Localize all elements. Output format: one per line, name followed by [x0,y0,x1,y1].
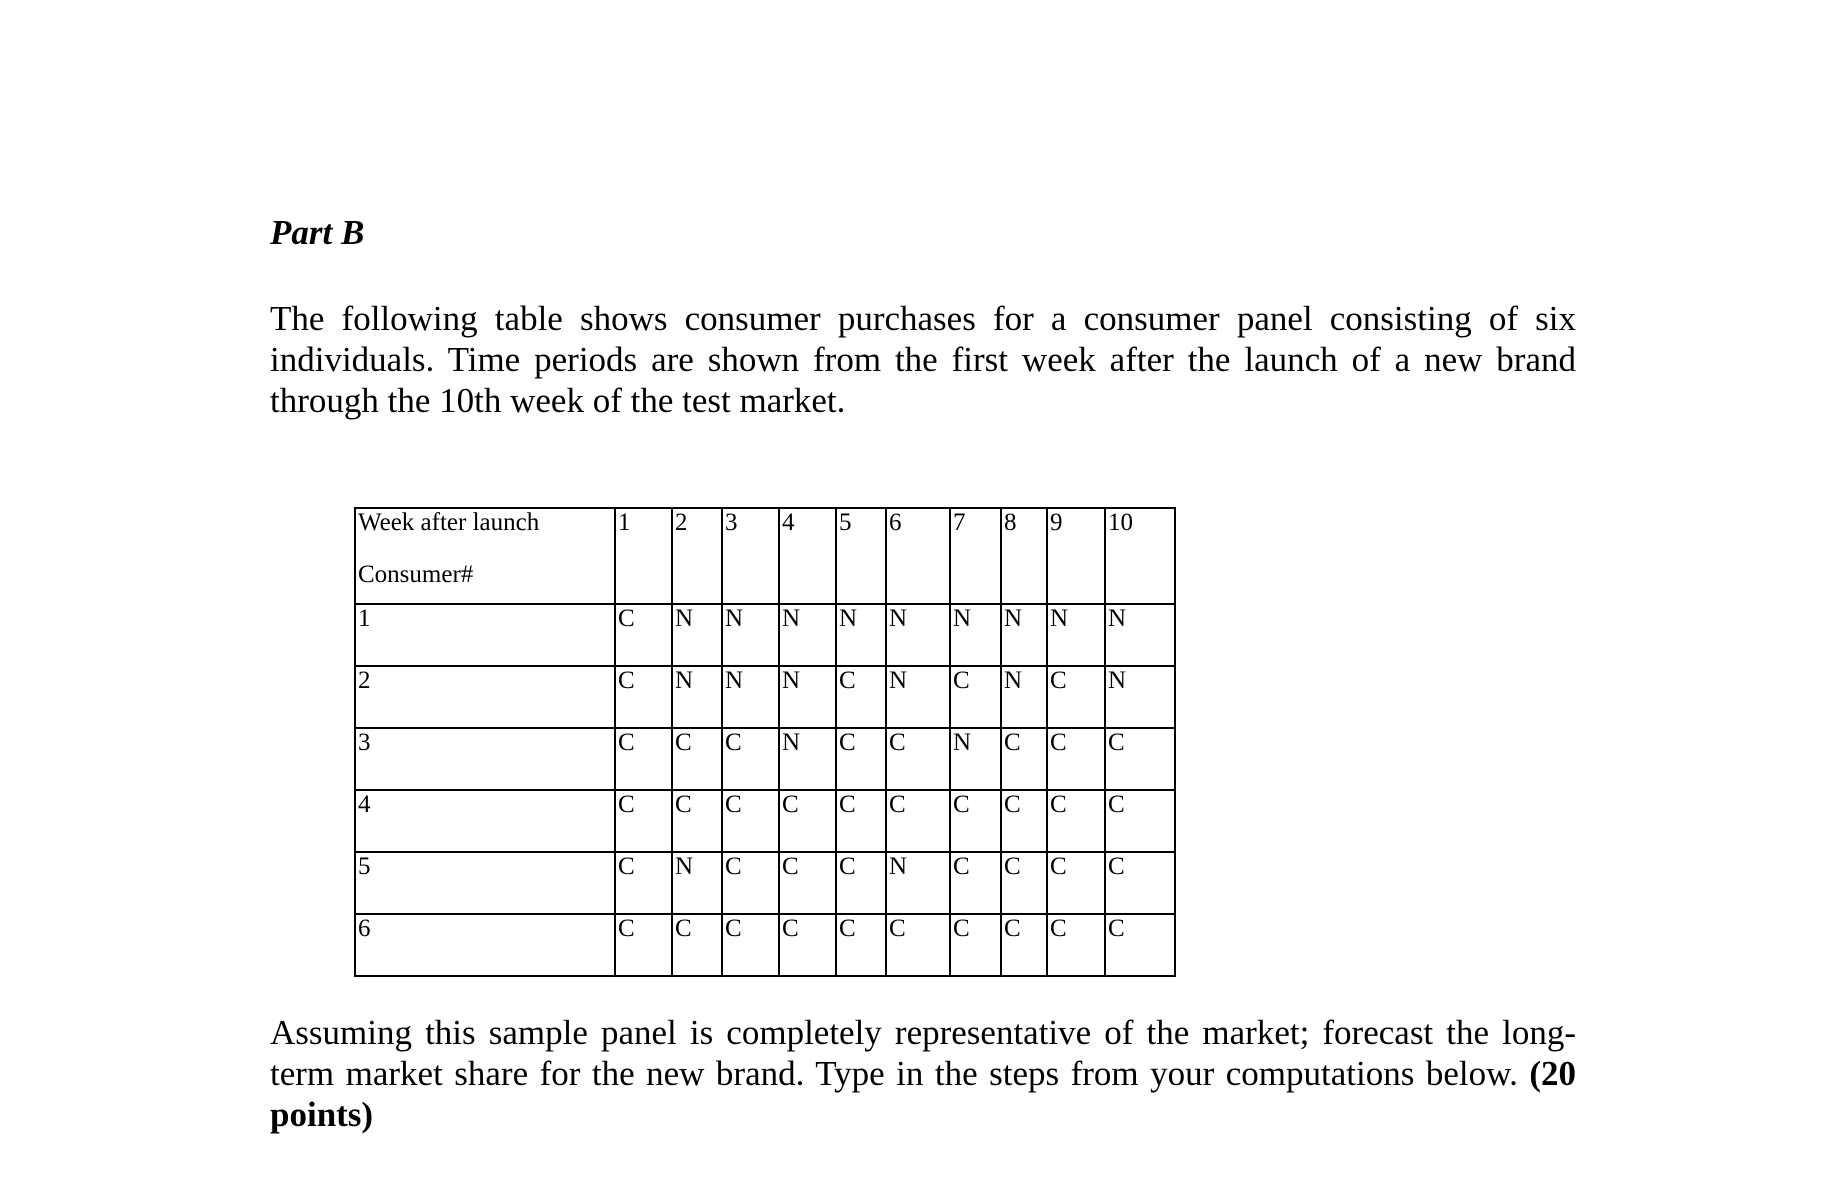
consumer-number-cell: 3 [355,728,615,790]
week-header-cell: 9 [1047,508,1105,604]
purchase-cell: N [950,728,1001,790]
header-label-cell [355,508,615,604]
consumer-number-cell: 4 [355,790,615,852]
consumer-number-cell: 1 [355,604,615,666]
task-paragraph [270,1012,1576,1135]
purchase-cell: N [886,604,950,666]
purchase-cell: N [1001,604,1047,666]
consumer-number-label: Consumer# [358,561,474,588]
week-after-launch-label: Week after launch [358,509,540,536]
task-points: (20 points) [270,1054,1576,1134]
purchase-cell: N [722,604,779,666]
purchase-cell: C [1047,914,1105,976]
week-header-cell: 5 [836,508,886,604]
purchase-cell: N [779,728,836,790]
purchase-cell: C [950,666,1001,728]
purchase-cell: C [950,790,1001,852]
purchase-cell: C [1105,914,1175,976]
purchase-cell: C [615,790,672,852]
week-header-cell: 7 [950,508,1001,604]
purchase-cell: C [1047,666,1105,728]
purchase-cell: C [1001,728,1047,790]
table-row [355,666,1175,728]
table-row [355,914,1175,976]
purchase-cell: C [779,790,836,852]
purchase-cell: N [886,852,950,914]
purchase-cell: C [722,790,779,852]
purchase-cell: C [1047,852,1105,914]
week-header-cell: 3 [722,508,779,604]
purchase-cell: C [615,604,672,666]
purchase-cell: N [1001,666,1047,728]
week-header-cell: 8 [1001,508,1047,604]
week-header-cell: 6 [886,508,950,604]
purchase-cell: C [672,728,722,790]
purchase-cell: C [779,914,836,976]
purchase-cell: C [836,666,886,728]
purchase-cell: N [672,604,722,666]
purchase-cell: C [615,914,672,976]
week-header-cell: 1 [615,508,672,604]
purchase-cell: C [722,852,779,914]
purchase-cell: N [672,666,722,728]
purchase-cell: N [779,666,836,728]
purchase-cell: C [1105,790,1175,852]
purchase-cell: C [1105,852,1175,914]
purchase-cell: C [672,914,722,976]
purchase-cell: N [950,604,1001,666]
table-row [355,790,1175,852]
purchase-cell: C [836,790,886,852]
week-header-cell: 2 [672,508,722,604]
section-heading: Part B [270,213,365,252]
purchase-cell: C [615,852,672,914]
purchase-cell: C [950,852,1001,914]
purchase-table [354,507,1176,977]
purchase-cell: C [722,914,779,976]
consumer-number-cell: 5 [355,852,615,914]
purchase-cell: C [1047,728,1105,790]
purchase-cell: N [886,666,950,728]
purchase-cell: C [1001,852,1047,914]
week-header-cell: 4 [779,508,836,604]
purchase-cell: C [615,728,672,790]
purchase-cell: N [779,604,836,666]
purchase-cell: C [615,666,672,728]
purchase-cell: N [1105,666,1175,728]
purchase-cell: N [672,852,722,914]
purchase-cell: C [672,790,722,852]
purchase-cell: N [836,604,886,666]
week-header-cell: 10 [1105,508,1175,604]
task-text: Assuming this sample panel is completely representative of the market; forecast the long-term market share for the new brand. Type in the steps from your computations below. [270,1013,1576,1093]
purchase-cell: C [836,852,886,914]
purchase-cell: C [886,790,950,852]
consumer-number-cell: 2 [355,666,615,728]
purchase-cell: C [779,852,836,914]
purchase-cell: C [1047,790,1105,852]
consumer-number-cell: 6 [355,914,615,976]
purchase-cell: C [836,914,886,976]
purchase-cell: C [836,728,886,790]
purchase-cell: C [1001,914,1047,976]
purchase-cell: C [722,728,779,790]
purchase-cell: N [1105,604,1175,666]
purchase-cell: C [950,914,1001,976]
table-row [355,852,1175,914]
purchase-cell: N [1047,604,1105,666]
purchase-cell: C [886,914,950,976]
table-header-row [355,508,1175,604]
purchase-cell: C [1105,728,1175,790]
table-row [355,604,1175,666]
purchase-cell: N [722,666,779,728]
table-row [355,728,1175,790]
intro-paragraph: The following table shows consumer purchases for a consumer panel consisting of six individuals. Time periods are shown from the first week after the launch of a new brand through the 10th week of the test market. [270,299,1576,420]
purchase-cell: C [886,728,950,790]
purchase-cell: C [1001,790,1047,852]
